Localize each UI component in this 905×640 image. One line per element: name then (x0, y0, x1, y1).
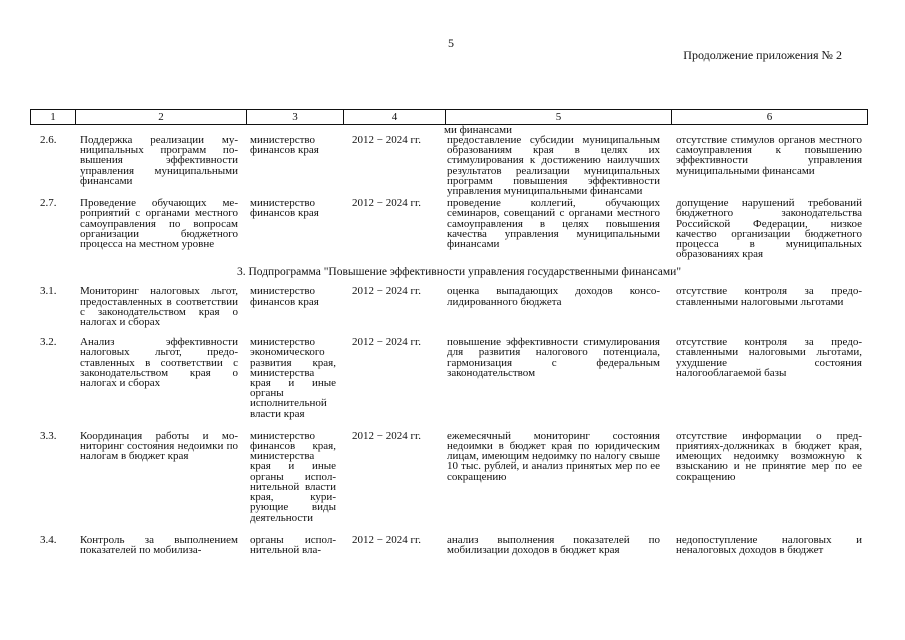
measure-name: Мониторинг налоговых льгот, предоставленных в соответствии с законодательством края о налогах и сборах (80, 285, 238, 329)
consequence: отсутствие стимулов органов местного самоуправления к повышению эффективности управления муниципальными финансами (676, 134, 862, 177)
rows-group-b (30, 286, 868, 555)
row-number: 3.1. (40, 285, 57, 298)
term: 2012 − 2024 гг. (352, 134, 421, 146)
header-col-5: 5 (446, 110, 672, 124)
table-row (30, 337, 868, 419)
consequence: отсутствие контроля за предоставленными налоговыми льготами, ухудшение состояния налогооблагаемой базы (676, 336, 862, 379)
table-row (30, 198, 868, 259)
measure-name: Анализ эффективности налоговых льгот, предоставленных в соответствии с законодательством края о налогах и сборах (80, 336, 238, 390)
term: 2012 − 2024 гг. (352, 429, 421, 442)
measures-table (30, 109, 868, 555)
header-col-2: 2 (76, 110, 247, 124)
table-row (30, 431, 868, 523)
executor: министерство финансов края, министерства края и иные органы исполнительной власти края, курирующие виды деятельности (250, 429, 336, 524)
measure-name: Поддержка реализации муниципальных программ повышения эффективности управления муниципальными финансами (80, 134, 238, 187)
carryover-text: ми финансами (444, 124, 513, 136)
expected-result: повышение эффективности стимулирования для развития налогового потенциала, гармонизация с федеральным законодательством (447, 336, 660, 379)
header-col-1: 1 (31, 110, 76, 124)
measure-name: Проведение обучающих мероприятий с органами местного самоуправления по вопросам организации бюджетного процесса на местном уровне (80, 197, 238, 251)
executor: органы исполнительной вла- (250, 533, 336, 556)
header-col-4: 4 (344, 110, 446, 124)
consequence: недопоступление налоговых и неналоговых доходов в бюджет (676, 533, 862, 556)
expected-result: предоставление субсидии муниципальным образованиям края в целях их стимулирования к достижению наилучших результатов реализации муниципальных программ повышения эффективности управления муниципальными финансами (447, 134, 660, 198)
term: 2012 − 2024 гг. (352, 285, 421, 298)
consequence: отсутствие контроля за предоставленными налоговыми льготами (676, 285, 862, 308)
expected-result: оценка выпадающих доходов консолидированного бюджета (447, 285, 660, 308)
table-row (30, 535, 868, 555)
row-number: 3.2. (40, 336, 57, 349)
term: 2012 − 2024 гг. (352, 533, 421, 546)
expected-result: проведение коллегий, обучающих семинаров, совещаний с органами местного самоуправления в целях повышения качества управления муниципальными финансами (447, 197, 660, 251)
table-row (30, 286, 868, 327)
continuation-note: Продолжение приложения № 2 (683, 48, 842, 62)
row-number: 2.6. (40, 134, 57, 146)
executor: министерство финансов края (250, 285, 319, 308)
consequence: отсутствие информации о предприятиях-должниках в бюджет края, имеющих недоимку возможную к взысканию и не принятие мер по ее сокращению (676, 429, 862, 483)
term: 2012 − 2024 гг. (352, 336, 421, 349)
row-number: 3.4. (40, 533, 57, 546)
header-col-6: 6 (766, 111, 773, 123)
executor: министерство финансов края (250, 134, 319, 157)
expected-result: анализ выполнения показателей по мобилизации доходов в бюджет края (447, 533, 660, 556)
consequence: допущение нарушений требований бюджетного законодательства Российской Федерации, низкое качество организации бюджетного процесса в муниципальных образованиях края (676, 197, 862, 261)
executor: министерство финансов края (250, 197, 319, 220)
subprogram-title: 3. Подпрограмма "Повышение эффективности управления государственными финансами" (236, 266, 682, 279)
term: 2012 − 2024 гг. (352, 197, 421, 210)
row-number: 2.7. (40, 197, 57, 210)
executor: министерство экономического развития края, министерства края и иные органы исполнительной власти края (250, 336, 336, 420)
rows-group-a (30, 135, 868, 259)
page-number: 5 (448, 36, 454, 50)
row-number: 3.3. (40, 429, 57, 442)
table-header (30, 109, 868, 125)
measure-name: Контроль за выполнением показателей по мобилиза- (80, 533, 238, 556)
measure-name: Координация работы и мониторинг состояния недоимки по налогам в бюджет края (80, 429, 238, 463)
table-row (30, 135, 868, 196)
expected-result: ежемесячный мониторинг состояния недоимки в бюджет края по юридическим лицам, имеющим недоимку по налогу свыше 10 тыс. рублей, и анализ принятых мер по ее сокращению (447, 429, 660, 483)
header-col-3: 3 (247, 110, 344, 124)
